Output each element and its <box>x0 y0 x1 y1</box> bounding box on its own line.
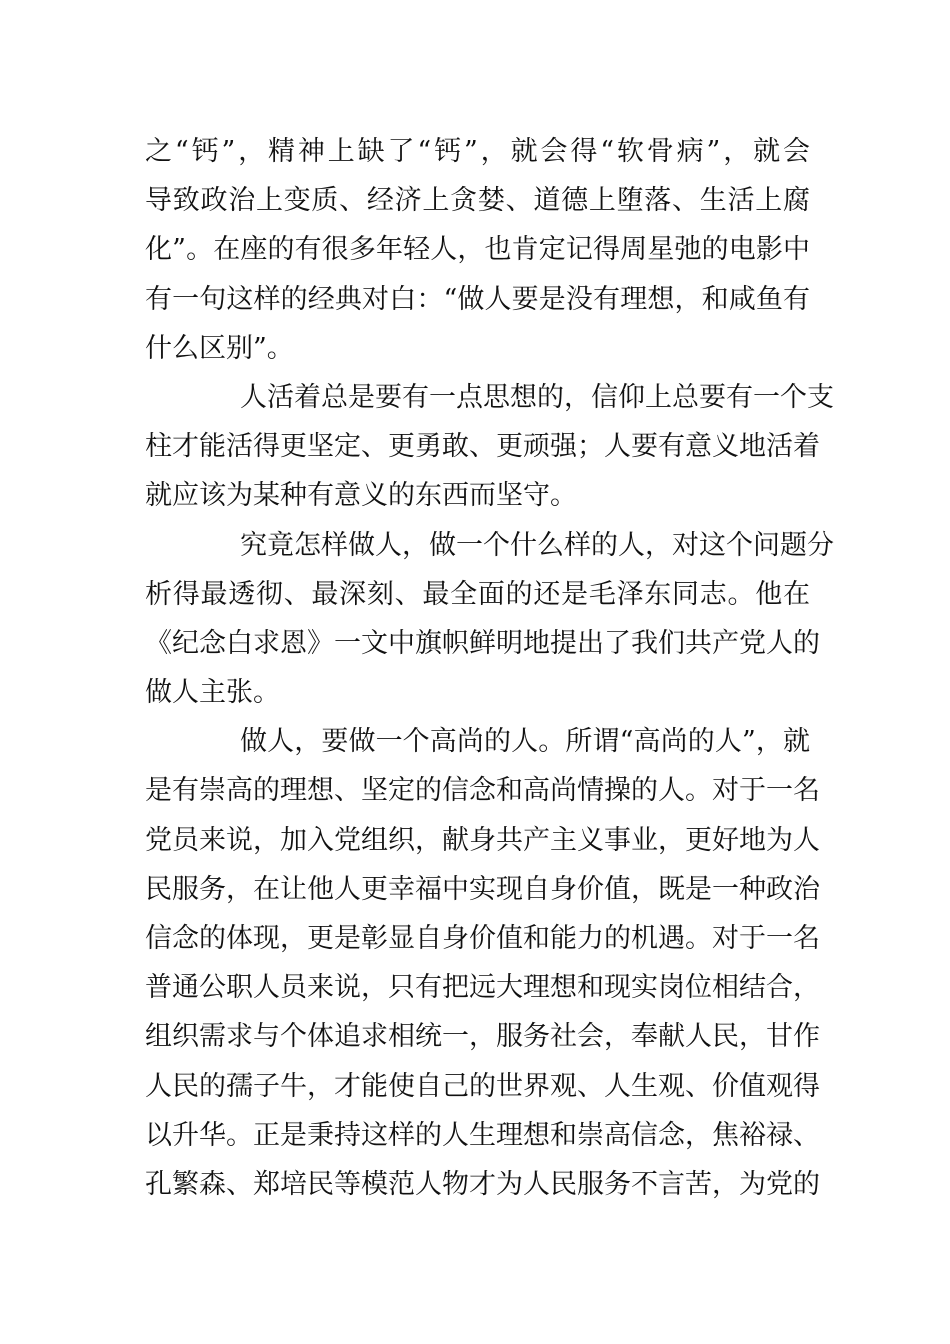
text-line: 有一句这样的经典对白：“做人要是没有理想，和咸鱼有 <box>145 283 810 315</box>
text-line: 人活着总是要有一点思想的，信仰上总要有一个支 <box>240 381 834 413</box>
text-line: 之“钙”，精神上缺了“钙”，就会得“软骨病”，就会 <box>145 136 810 167</box>
body-text <box>145 127 834 1209</box>
text-line: 党员来说，加入党组织，献身共产主义事业，更好地为人 <box>145 824 820 856</box>
text-line: 做人主张。 <box>145 677 280 709</box>
text-line: 究竟怎样做人，做一个什么样的人，对这个问题分 <box>240 529 834 561</box>
text-line: 信念的体现，更是彰显自身价值和能力的机遇。对于一名 <box>145 923 820 954</box>
text-line: 以升华。正是秉持这样的人生理想和崇高信念，焦裕禄、 <box>145 1119 820 1151</box>
text-line: 就应该为某种有意义的东西而坚守。 <box>145 480 577 512</box>
text-line: 化”。在座的有很多年轻人，也肯定记得周星弛的电影中 <box>145 234 810 266</box>
text-line: 导致政治上变质、经济上贪婪、道德上堕落、生活上腐 <box>145 185 810 217</box>
text-line: 《纪念白求恩》一文中旗帜鲜明地提出了我们共产党人的 <box>145 627 820 659</box>
text-line: 析得最透彻、最深刻、最全面的还是毛泽东同志。他在 <box>145 578 810 610</box>
text-line: 组织需求与个体追求相统一，服务社会，奉献人民，甘作 <box>145 1021 820 1053</box>
text-line: 人民的孺子牛，才能使自己的世界观、人生观、价值观得 <box>145 1070 820 1102</box>
text-line: 是有崇高的理想、坚定的信念和高尚情操的人。对于一名 <box>145 775 820 807</box>
text-line: 做人，要做一个高尚的人。所谓“高尚的人”，就 <box>240 726 810 758</box>
text-line: 柱才能活得更坚定、更勇敢、更顽强；人要有意义地活着 <box>145 431 820 463</box>
text-line: 孔繁森、郑培民等模范人物才为人民服务不言苦，为党的 <box>145 1168 820 1200</box>
text-line: 民服务，在让他人更幸福中实现自身价值，既是一种政治 <box>145 873 820 905</box>
text-line: 普通公职人员来说，只有把远大理想和现实岗位相结合， <box>145 972 820 1004</box>
text-line: 什么区别”。 <box>145 332 294 364</box>
